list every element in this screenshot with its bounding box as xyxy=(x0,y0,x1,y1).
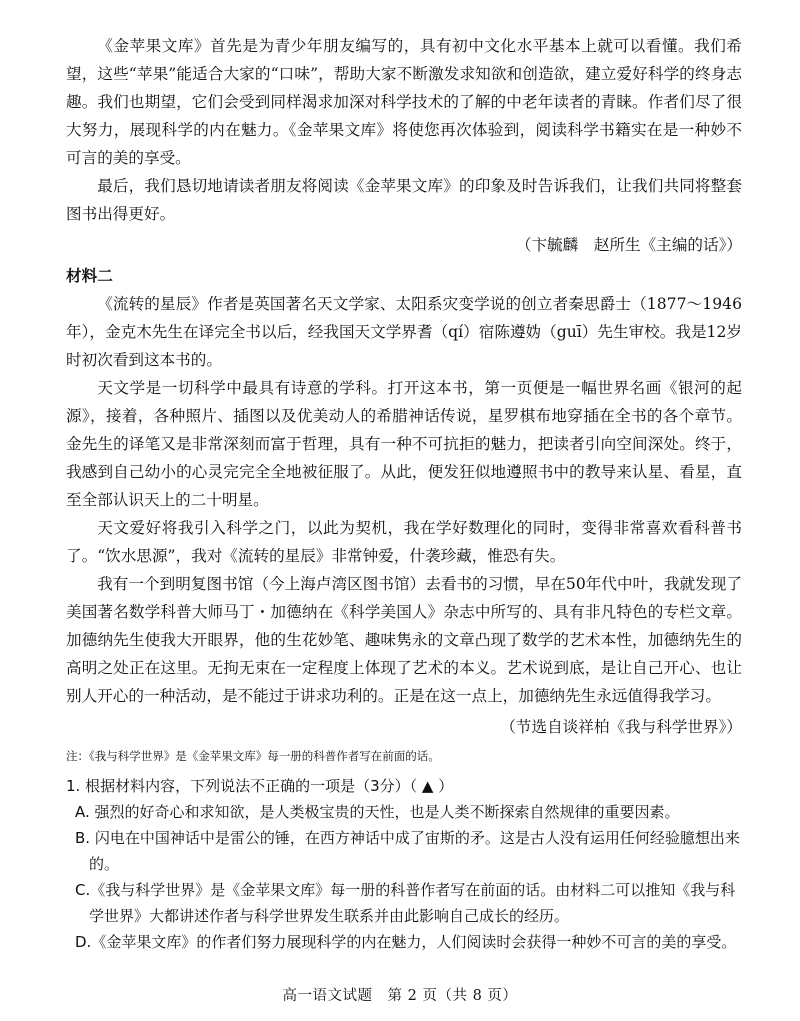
material-two-paragraph: 天文学是一切科学中最具有诗意的学科。打开这本书，第一页便是一幅世界名画《银河的起源》，接着，各种照片、插图以及优美动人的希腊神话传说，星罗棋布地穿插在全书的各个章节。金先生的译笔又是非常深刻而富于哲理，具有一种不可抗拒的魅力，把读者引向空间深处。终于，我感到自己幼小的心灵完完全全地被征服了。从此，便发狂似地遵照书中的教导来认星、看星，直至全部认识天上的二十明星。 xyxy=(66,379,742,509)
question-stem: 1. 根据材料内容，下列说法不正确的一项是（3分）（ ▲ ） xyxy=(66,777,454,795)
material-one-section xyxy=(66,32,742,260)
page-footer: 高一语文试题 第 2 页（共 8 页） xyxy=(282,988,518,1004)
option-a: A. 强烈的好奇心和求知欲，是人类极宝贵的天性，也是人类不断探索自然规律的重要因素。 xyxy=(75,803,680,821)
material-two-paragraph: 我有一个到明复图书馆（今上海卢湾区图书馆）去看书的习惯，早在50年代中叶，我就发现了美国著名数学科普大师马丁・加德纳在《科学美国人》杂志中所写的、具有非凡特色的专栏文章。加德纳先生使我大开眼界，他的生花妙笔、趣味隽永的文章凸现了数学的艺术本性，加德纳先生的高明之处正在这里。无拘无束在一定程度上体现了艺术的本义。艺术说到底，是让自己开心、也让别人开心的一种活动，是不能过于讲求功利的。正是在这一点上，加德纳先生永远值得我学习。 xyxy=(66,575,742,705)
material-one-paragraph: 最后，我们恳切地请读者朋友将阅读《金苹果文库》的印象及时告诉我们，让我们共同将整套图书出得更好。 xyxy=(66,177,742,223)
material-one-citation: （卞毓麟 赵所生《主编的话》） xyxy=(515,236,742,254)
material-two-heading: 材料二 xyxy=(66,267,113,285)
option-b: B. 闪电在中国神话中是雷公的锤，在西方神话中成了宙斯的矛。这是古人没有运用任何经验臆想出来的。 xyxy=(75,829,740,873)
material-two-paragraph: 天文爱好将我引入科学之门，以此为契机，我在学好数理化的同时，变得非常喜欢看科普书了。“饮水思源”，我对《流转的星辰》非常钟爱，什袭珍藏，惟恐有失。 xyxy=(66,519,742,565)
option-c: C.《我与科学世界》是《金苹果文库》每一册的科普作者写在前面的话。由材料二可以推知《我与科学世界》大都讲述作者与科学世界发生联系并由此影响自己成长的经历。 xyxy=(75,881,736,925)
question-1 xyxy=(66,773,742,955)
option-d: D.《金苹果文库》的作者们努力展现科学的内在魅力，人们阅读时会获得一种妙不可言的美的享受。 xyxy=(75,933,737,951)
material-one-paragraph: 《金苹果文库》首先是为青少年朋友编写的，具有初中文化水平基本上就可以看懂。我们希望，这些“苹果”能适合大家的“口味”，帮助大家不断激发求知欲和创造欲，建立爱好科学的终身志趣。我们也期望，它们会受到同样渴求加深对科学技术的了解的中老年读者的青睐。作者们尽了很大努力，展现科学的内在魅力。《金苹果文库》将使您再次体验到，阅读科学书籍实在是一种妙不可言的美的享受。 xyxy=(66,37,742,167)
material-two-section xyxy=(66,262,742,767)
material-two-note: 注：《我与科学世界》是《金苹果文库》每一册的科普作者写在前面的话。 xyxy=(66,749,440,763)
material-two-citation: （节选自谈祥柏《我与科学世界》） xyxy=(500,718,742,736)
material-two-paragraph: 《流转的星辰》作者是英国著名天文学家、太阳系灾变学说的创立者秦思爵士（1877～1946年），金克木先生在译完全书以后，经我国天文学界耆（qí）宿陈遵妫（guī）先生审校。我是12岁时初次看到这本书的。 xyxy=(66,295,742,369)
